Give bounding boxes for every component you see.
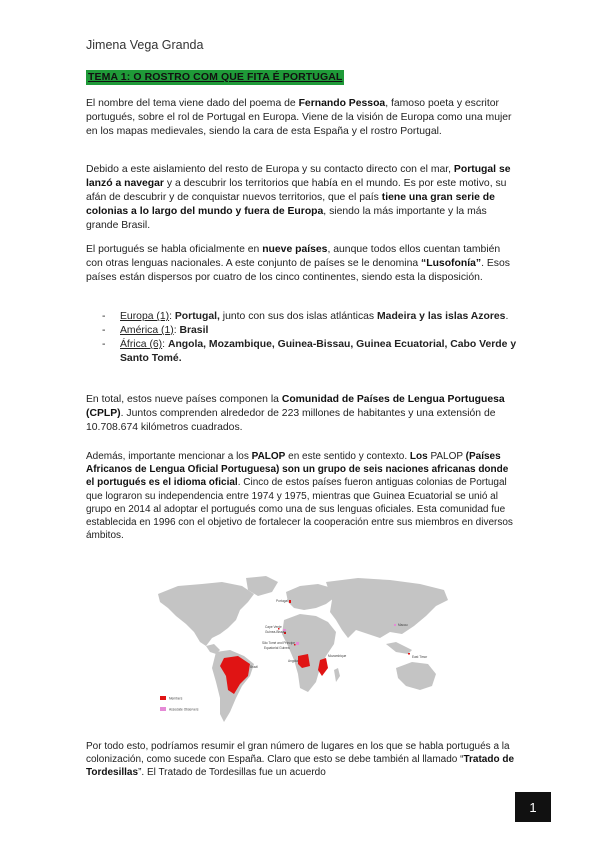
world-landmass — [158, 576, 448, 722]
paragraph-palop: Además, importante mencionar a los PALOP en este sentido y contexto. Los PALOP (Países Africanos de Lengua Oficial Portuguesa) son un grupo de seis naciones africanas donde el portugués es el idioma oficial. Cinco de estos países fueron antiguas colonias de Portugal que lograron su independencia entre 1974 y 1975, mientras que Guinea Ecuatorial se unió al grupo en 2014 al adoptar el portugués como una de sus lenguas oficiales. Esta comunidad fue establecida en 1996 con el objetivo de fortalecer la cooperación entre sus miembros en diversos ámbitos. — [86, 451, 513, 542]
map-label-macau: Macau — [398, 623, 408, 627]
list-item: - Europa (1): Portugal, junto con sus dos islas atlánticas Madeira y las islas Azores. — [102, 311, 509, 322]
map-label-east-timor: East Timor — [412, 655, 428, 659]
map-label-guinea-bissau: Guinea-Bissau — [265, 630, 286, 634]
map-label-brazil: Brazil — [250, 665, 258, 669]
list-item: - América (1): Brasil — [102, 325, 209, 336]
map-label-portugal: Portugal — [276, 599, 288, 603]
paragraph-intro: El nombre del tema viene dado del poema de Fernando Pessoa, famoso poeta y escritor portugués, sobre el rol de Portugal en Europa. Viene de la visión de Europa como una mujer en los mapas medievales, siendo la cara de esta España y el rostro Portugal. — [86, 98, 512, 137]
legend-observer-swatch — [160, 707, 166, 711]
legend-observer-label: Associate Observers — [169, 707, 199, 712]
macau-shape — [394, 624, 396, 626]
paragraph-cplp: En total, estos nueve países componen la Comunidad de Países de Lengua Portuguesa (CPLP). Juntos comprenden alrededor de 223 millones de habitantes y una extensión de 10.708.674 kilómetros cuadrados. — [86, 394, 505, 433]
section-title: TEMA 1: O ROSTRO COM QUE FITA É PORTUGAL — [88, 71, 343, 83]
paragraph-navigation: Debido a este aislamiento del resto de Europa y su contacto directo con el mar, Portugal se lanzó a navegar y a descubrir los territorios que había en el mundo. Es por este motivo, su afán de descubrir y de conquistar nuevos territorios, que el país tiene una gran serie de colonias a lo largo del mundo y fuera de Europa, siendo la más importante y la más grande Brasil. — [86, 164, 511, 231]
paragraph-lusofonia: El portugués se habla oficialmente en nueve países, aunque todos ellos cuentan también con otras lenguas nacionales. A este conjunto de países se le denomina “Lusofonía”. Esos países están dispersos por cuatro de los cinco continentes, siendo esta la disposición. — [86, 244, 510, 283]
lusophone-world-map — [150, 572, 460, 732]
map-label-sao-tome: São Tomé and Príncipe — [262, 641, 296, 645]
eq-guinea-shape — [296, 642, 299, 645]
page-number: 1 — [515, 792, 551, 822]
legend-member-label: Members — [169, 696, 183, 701]
map-label-mozambique: Mozambique — [328, 654, 347, 658]
author-name: Jimena Vega Granda — [86, 38, 204, 52]
countries-list — [86, 310, 518, 366]
map-legend — [160, 696, 199, 712]
portugal-shape — [289, 600, 291, 603]
east-timor-shape — [408, 653, 410, 655]
legend-member-swatch — [160, 696, 166, 700]
map-label-cape-verde: Cape Verde — [265, 625, 282, 629]
map-label-angola: Angola — [288, 659, 298, 663]
paragraph-tordesillas: Por todo esto, podríamos resumir el gran número de lugares en los que se habla portugués a la colonización, como sucede con España. Claro que esto se debe también al llamado “Tratado de Tordesillas”. El Tratado de Tordesillas fue un acuerdo — [86, 741, 515, 779]
list-item: - África (6): Angola, Mozambique, Guinea-Bissau, Guinea Ecuatorial, Cabo Verde y Santo Tomé. — [102, 339, 517, 364]
map-label-eq-guinea: Equatorial Guinea — [264, 646, 290, 650]
